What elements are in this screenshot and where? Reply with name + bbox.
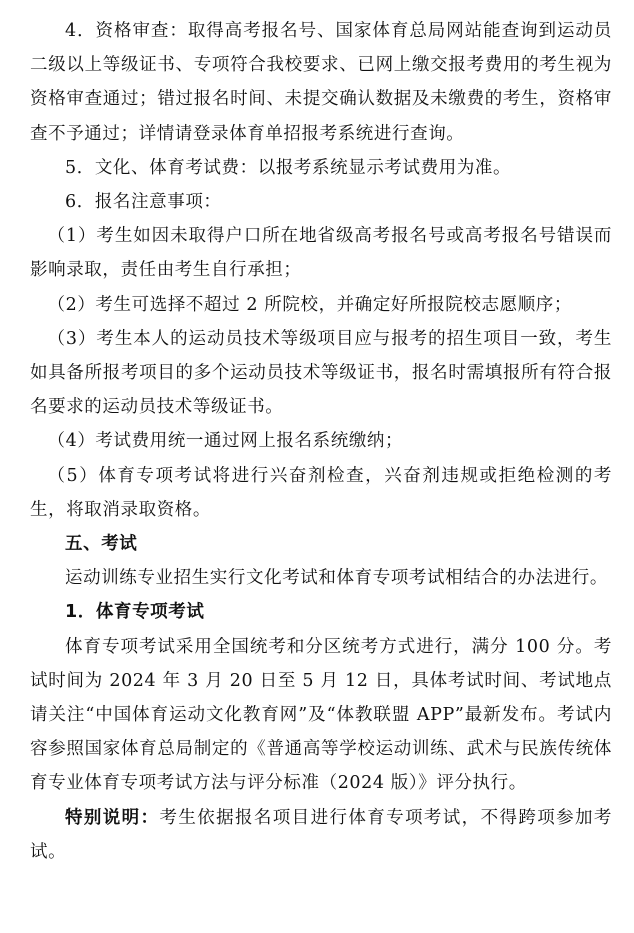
paragraph-note-3: （3）考生本人的运动员技术等级项目应与报考的招生项目一致，考生如具备所报考项目的多个运动员技术等级证书，报名时需填报所有符合报名要求的运动员技术等级证书。	[30, 328, 612, 418]
paragraph-exam-fee: 5．文化、体育考试费：以报考系统显示考试费用为准。	[65, 157, 512, 178]
paragraph-note-1: （1）考生如因未取得户口所在地省级高考报名号或高考报名号错误而影响录取，责任由考生自行承担；	[30, 226, 612, 281]
paragraph-note-4: （4）考试费用统一通过网上报名系统缴纳；	[47, 431, 404, 452]
paragraph-special-note	[30, 801, 612, 869]
paragraph-notes-title: 6．报名注意事项：	[65, 192, 222, 213]
paragraph-sports-exam: 体育专项考试采用全国统考和分区统考方式进行，满分 100 分。考试时间为 2024 年 3 月 20 日至 5 月 12 日，具体考试时间、考试地点请关注“中国体育运动文化教育网”及“体教联盟 APP”最新发布。考试内容参照国家体育总局制定的《普通高等学校运动训练、武术与民族传统体育专业体育专项考试方法与评分标准（2024 版）》评分执行。	[30, 636, 612, 794]
subheading-sports-exam: 1．体育专项考试	[65, 602, 205, 623]
paragraph-note-2: （2）考生可选择不超过 2 所院校，并确定好所报院校志愿顺序；	[47, 294, 572, 315]
paragraph-exam-intro: 运动训练专业招生实行文化考试和体育专项考试相结合的办法进行。	[65, 568, 608, 589]
special-note-label: 特别说明：	[65, 807, 160, 828]
paragraph-note-5: （5）体育专项考试将进行兴奋剂检查，兴奋剂违规或拒绝检测的考生，将取消录取资格。	[30, 465, 612, 520]
section-heading-exam: 五、考试	[65, 534, 138, 555]
special-note-text: 考生依据报名项目进行体育专项考试，不得跨项参加考试。	[30, 807, 612, 862]
paragraph-qualification-review: 4．资格审查：取得高考报名号、国家体育总局网站能查询到运动员二级以上等级证书、专项符合我校要求、已网上缴交报考费用的考生视为资格审查通过；错过报名时间、未提交确认数据及未缴费的考生，资格审查不予通过；详情请登录体育单招报考系统进行查询。	[30, 21, 612, 144]
